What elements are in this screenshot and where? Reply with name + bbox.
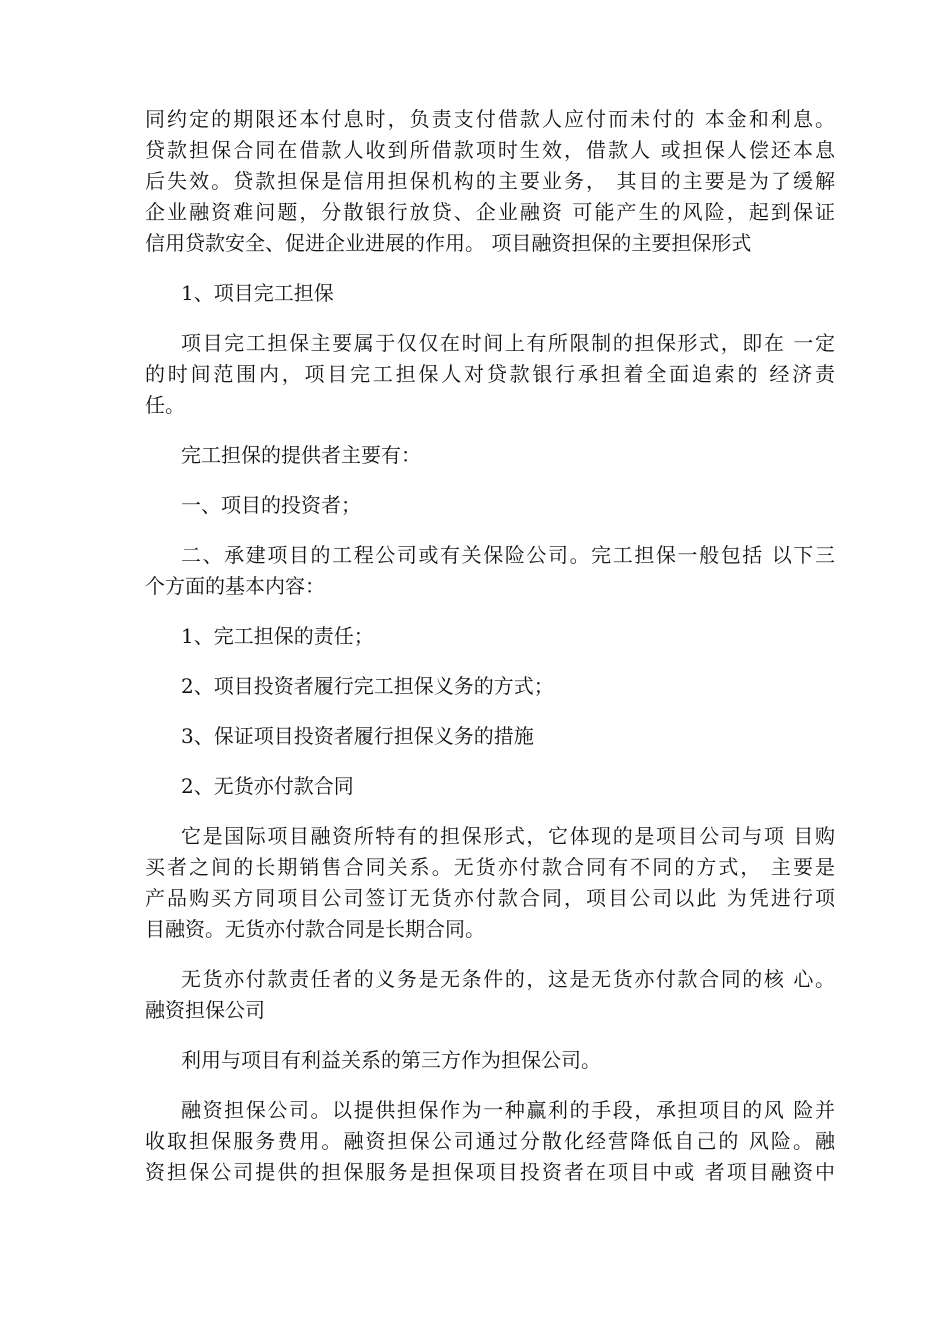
list-item xyxy=(145,671,835,702)
text-line: 资担保公司提供的担保服务是担保项目投资者在项目中或 者项目融资中 xyxy=(145,1160,835,1184)
heading-completion-guarantee xyxy=(145,278,835,309)
text-line: 的时间范围内，项目完工担保人对贷款银行承担着全面追索的 经济责 xyxy=(145,362,835,386)
list-item xyxy=(145,621,835,652)
text-line: 任。 xyxy=(145,393,185,417)
text-line: 企业融资难问题，分散银行放贷、企业融资 可能产生的风险，起到保证 xyxy=(145,200,835,224)
text-line: 它是国际项目融资所特有的担保形式，它体现的是项目公司与项 目购 xyxy=(181,824,835,848)
text-line: 目融资。无货亦付款合同是长期合同。 xyxy=(145,917,485,941)
text-line: 2、项目投资者履行完工担保义务的方式； xyxy=(181,674,554,698)
text-line: 个方面的基本内容： xyxy=(145,574,325,598)
text-line: 融资担保公司 xyxy=(145,998,265,1022)
text-line: 产品购买方同项目公司签订无货亦付款合同，项目公司以此 为凭进行项 xyxy=(145,886,835,910)
paragraph xyxy=(145,1095,835,1188)
text-line: 1、项目完工担保 xyxy=(181,281,334,305)
text-line: 利用与项目有利益关系的第三方作为担保公司。 xyxy=(181,1048,601,1072)
text-line: 融资担保公司。以提供担保作为一种赢利的手段，承担项目的风 险并 xyxy=(181,1098,835,1122)
text-line: 3、保证项目投资者履行担保义务的措施 xyxy=(181,724,534,748)
text-line: 一、项目的投资者； xyxy=(181,493,361,517)
list-item xyxy=(145,490,835,521)
text-line: 同约定的期限还本付息时，负责支付借款人应付而未付的 本金和利息。 xyxy=(145,107,835,131)
text-line: 后失效。贷款担保是信用担保机构的主要业务， 其目的主要是为了缓解 xyxy=(145,169,835,193)
heading-take-or-pay xyxy=(145,771,835,802)
text-line: 贷款担保合同在借款人收到所借款项时生效，借款人 或担保人偿还本息 xyxy=(145,138,835,162)
document-page xyxy=(145,104,835,1188)
text-line: 买者之间的长期销售合同关系。无货亦付款合同有不同的方式， 主要是 xyxy=(145,855,835,879)
paragraph xyxy=(145,821,835,945)
text-line: 二、承建项目的工程公司或有关保险公司。完工担保一般包括 以下三 xyxy=(181,543,835,567)
paragraph xyxy=(145,440,835,471)
list-item xyxy=(145,721,835,752)
text-line: 收取担保服务费用。融资担保公司通过分散化经营降低自己的 风险。融 xyxy=(145,1129,835,1153)
list-item xyxy=(145,540,835,602)
text-line: 1、完工担保的责任； xyxy=(181,624,374,648)
text-line: 项目完工担保主要属于仅仅在时间上有所限制的担保形式，即在 一定 xyxy=(181,331,835,355)
text-line: 2、无货亦付款合同 xyxy=(181,774,354,798)
paragraph xyxy=(145,328,835,421)
text-line: 完工担保的提供者主要有： xyxy=(181,443,421,467)
text-line: 信用贷款安全、促进企业进展的作用。 项目融资担保的主要担保形式 xyxy=(145,231,752,255)
paragraph-continuation xyxy=(145,104,835,259)
paragraph xyxy=(145,964,835,1026)
text-line: 无货亦付款责任者的义务是无条件的，这是无货亦付款合同的核 心。 xyxy=(181,967,835,991)
paragraph xyxy=(145,1045,835,1076)
